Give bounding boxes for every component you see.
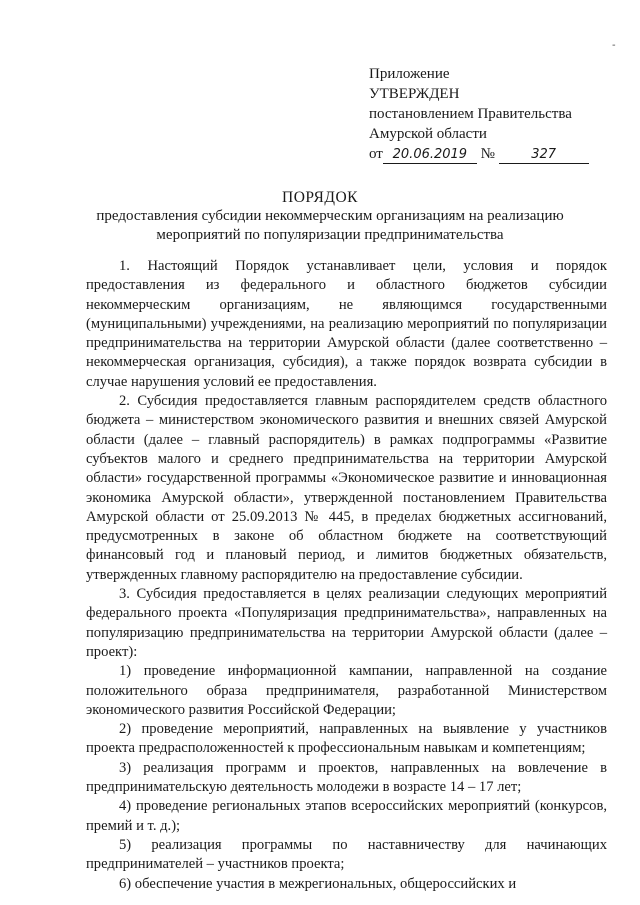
corner-mark: - <box>612 40 616 51</box>
paragraph-2: 2. Субсидия предоставляется главным распорядителем средств областного бюджета – министерством экономического развития и внешних связей Амурской области (далее – главный распорядитель) в рамках подпрограммы «Развитие субъектов малого и среднего предпринимательства на территории Амурской области» государственной программы «Экономическое развитие и инновационная экономика Амурской области», утвержденной постановлением Правительства Амурской области от 25.09.2013 № 445, в пределах бюджетных ассигнований, предусмотренных в законе об областном бюджете на соответствующий финансовый год и плановый период, и лимитов бюджетных обязательств, утвержденных главному распорядителю на предоставление субсидии. <box>86 393 607 583</box>
date-prefix: от <box>369 146 383 162</box>
list-item-3: 3) реализация программ и проектов, направленных на вовлечение в предпринимательскую деятельность молодежи в возрасте 14 – 17 лет; <box>86 759 607 796</box>
handwritten-date: 20.06.2019 <box>383 147 477 164</box>
document-title: ПОРЯДОК <box>282 189 358 206</box>
list-item-5: 5) реализация программы по наставничеству для начинающих предпринимателей – участников проекта; <box>86 836 607 873</box>
list-item-1: 1) проведение информационной кампании, направленной на создание положительного образа предпринимателя, разработанной Министерством экономического развития Российской Федерации; <box>86 663 607 718</box>
number-prefix: № <box>480 146 495 162</box>
region-label: Амурской области <box>369 126 487 142</box>
resolution-label: постановлением Правительства <box>369 106 572 122</box>
paragraph-1: 1. Настоящий Порядок устанавливает цели, условия и порядок предоставления из федерального и областного бюджетов субсидии некоммерческим организациям, не являющимся государственными (муниципальными) учреждениями, на реализацию мероприятий по популяризации предпринимательства на территории Амурской области (далее соответственно – некоммерческая организация, субсидия), а также порядок возврата субсидии в случае нарушения условий ее предоставления. <box>86 258 607 390</box>
date-number-line <box>369 144 619 164</box>
list-item-4: 4) проведение региональных этапов всероссийских мероприятий (конкурсов, премий и т. д.); <box>86 798 607 834</box>
paragraph-3: 3. Субсидия предоставляется в целях реализации следующих мероприятий федерального проекта «Популяризация предпринимательства», направленных на популяризацию предпринимательства на территории Амурской области (далее – проект): <box>86 586 607 660</box>
appendix-label: Приложение <box>369 66 450 82</box>
document-body <box>86 257 607 894</box>
list-item-2: 2) проведение мероприятий, направленных на выявление у участников проекта предрасположенностей к профессиональным навыкам и компетенциям; <box>86 721 607 757</box>
document-subtitle: предоставления субсидии некоммерческим организациям на реализацию мероприятий по популяризации предпринимательства <box>96 208 564 243</box>
approval-block <box>369 64 619 164</box>
handwritten-number: 327 <box>499 147 589 164</box>
list-item-6: 6) обеспечение участия в межрегиональных, общероссийских и <box>119 875 517 892</box>
approved-label: УТВЕРЖДЕН <box>369 86 460 102</box>
